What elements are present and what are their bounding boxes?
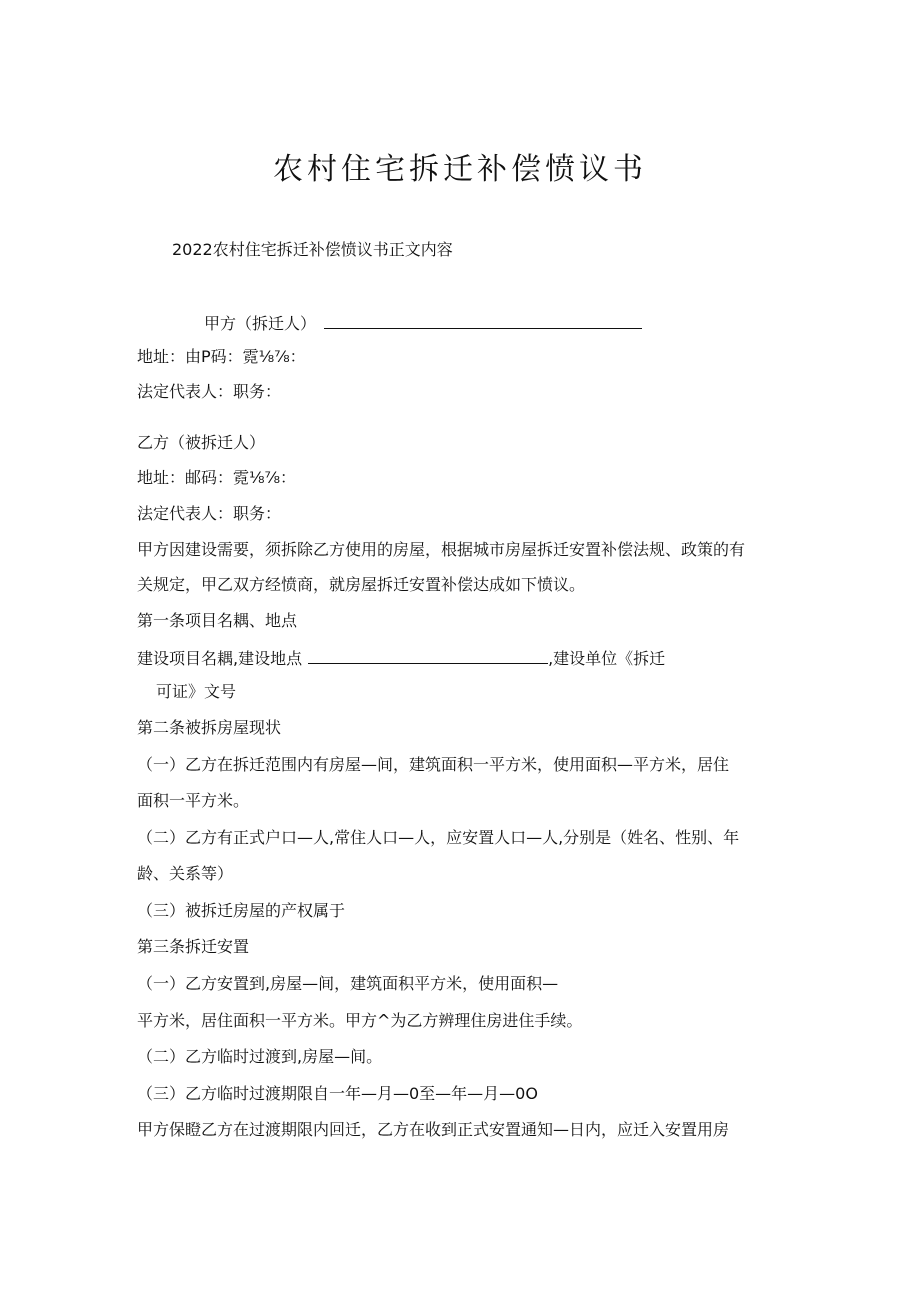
project-name-label: 建设项目名耦,建设地点 (137, 649, 303, 668)
permit-number-label: 可证》文号 (156, 682, 237, 701)
intro-paragraph-line-2: 关规定，甲乙双方经愤商，就房屋拆迁安置补偿达成如下愤议。 (137, 575, 586, 594)
subtitle: 2022农村住宅拆迁补偿愤议书正文内容 (172, 240, 453, 259)
article-2-heading: 第二条被拆房屋现状 (137, 718, 282, 737)
article-3-item-1-line-1: （一）乙方安置到,房屋—间，建筑面积平方米，使用面积— (137, 974, 559, 993)
article-1-heading: 第一条项目名耦、地点 (137, 611, 298, 630)
party-a-blank (324, 310, 642, 329)
article-2-item-1-line-2: 面积一平方米。 (137, 791, 250, 810)
article-3-item-2: （二）乙方临时过渡到,房屋—间。 (137, 1047, 383, 1066)
intro-paragraph-line-1: 甲方因建设需要，须拆除乙方使用的房屋，根据城市房屋拆迁安置补偿法规、政策的有 (137, 540, 746, 559)
article-2-item-2-line-2: 龄、关系等） (137, 864, 234, 883)
closing-line: 甲方保瞪乙方在过渡期限内回迁，乙方在收到正式安置通知—日内，应迁入安置用房 (137, 1120, 730, 1139)
party-a-line (204, 310, 642, 336)
article-2-item-2-line-1: （二）乙方有正式户口—人,常住人口—人，应安置人口—人,分别是（姓名、性别、年 (137, 828, 740, 847)
article-2-item-1-line-1: （一）乙方在拆迁范围内有房屋—间，建筑面积一平方米，使用面积—平方米，居住 (137, 755, 730, 774)
article-2-item-3: （三）被拆迁房屋的产权属于 (137, 901, 346, 920)
document-title: 农村住宅拆迁补偿愤议书 (273, 152, 647, 187)
article-3-item-1-line-2: 平方米，居住面积一平方米。甲方^为乙方辨理住房进住手续。 (137, 1011, 583, 1030)
article-1-line (137, 645, 665, 671)
construction-site-blank (308, 645, 548, 664)
party-b-address: 地址：邮码：霓⅛⅞： (137, 468, 297, 487)
article-3-heading: 第三条拆迁安置 (137, 937, 250, 956)
party-a-label: 甲方（拆迁人） (204, 314, 317, 333)
party-a-representative: 法定代表人：职务： (137, 382, 282, 401)
construction-unit-label: ,建设单位《拆迁 (548, 649, 666, 668)
party-a-address: 地址：由P码：霓⅛⅞： (137, 347, 306, 366)
article-3-item-3: （三）乙方临时过渡期限自一年—月—0至—年—月—0O (137, 1084, 538, 1103)
party-b-representative: 法定代表人：职务： (137, 504, 282, 523)
party-b-label: 乙方（被拆迁人） (137, 433, 266, 452)
